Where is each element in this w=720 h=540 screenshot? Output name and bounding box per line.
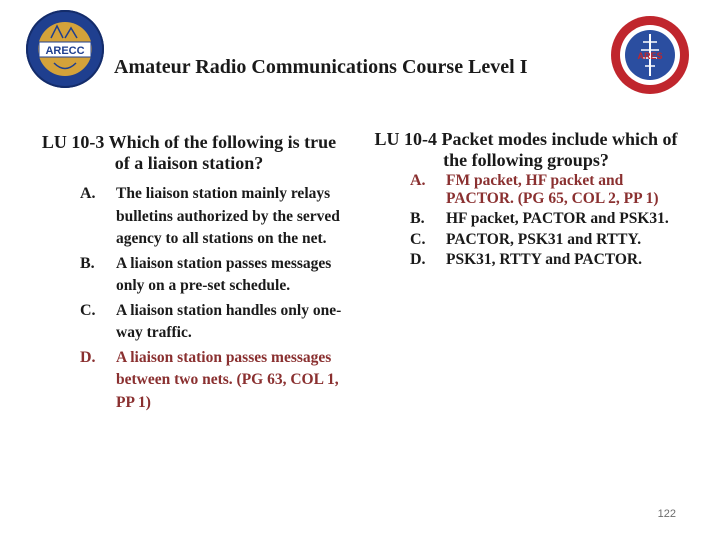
answer-letter: A.: [410, 172, 426, 189]
question-prompt-lu-10-4: LU 10-4 Packet modes include which of the following groups?: [374, 129, 678, 170]
answer-letter: D.: [80, 348, 96, 366]
answer-item: [410, 251, 685, 269]
answer-letter: B.: [80, 254, 95, 272]
answer-letter: C.: [80, 301, 96, 319]
answer-list-lu-10-4: [410, 172, 685, 272]
answer-item-correct: [80, 347, 350, 415]
page-title: Amateur Radio Communications Course Level I: [114, 56, 528, 78]
answer-item: [80, 300, 350, 345]
arecc-logo-icon: [24, 8, 106, 90]
answer-letter: A.: [80, 185, 96, 202]
answer-item: [80, 253, 350, 298]
ares-logo-icon: [609, 14, 691, 96]
answer-text: A liaison station handles only one-way traffic.: [116, 301, 342, 341]
answer-item-correct: [410, 172, 685, 207]
answer-letter: C.: [410, 230, 426, 248]
answer-text: FM packet, HF packet and PACTOR. (PG 65, COL 2, PP 1): [446, 172, 659, 207]
answer-text: A liaison station passes messages only on a pre-set schedule.: [116, 254, 332, 294]
page-number: 122: [657, 508, 676, 520]
answer-text: A liaison station passes messages between two nets. (PG 63, COL 1, PP 1): [116, 348, 339, 411]
answer-item: [410, 210, 685, 228]
answer-text: PACTOR, PSK31 and RTTY.: [446, 230, 642, 248]
ares-logo-text: ARES: [637, 51, 663, 61]
arecc-logo-text: ARECC: [45, 45, 85, 57]
answer-item: [410, 231, 685, 249]
answer-letter: D.: [410, 251, 426, 268]
answer-text: The liaison station mainly relays bulletins authorized by the served agency to all stations on the net.: [116, 185, 340, 247]
answer-item: [80, 183, 350, 251]
answer-letter: B.: [410, 210, 425, 227]
answer-list-lu-10-3: [80, 183, 350, 416]
answer-text: HF packet, PACTOR and PSK31.: [446, 210, 669, 227]
answer-text: PSK31, RTTY and PACTOR.: [446, 251, 642, 268]
question-prompt-lu-10-3: LU 10-3 Which of the following is true of a liaison station?: [41, 132, 337, 173]
